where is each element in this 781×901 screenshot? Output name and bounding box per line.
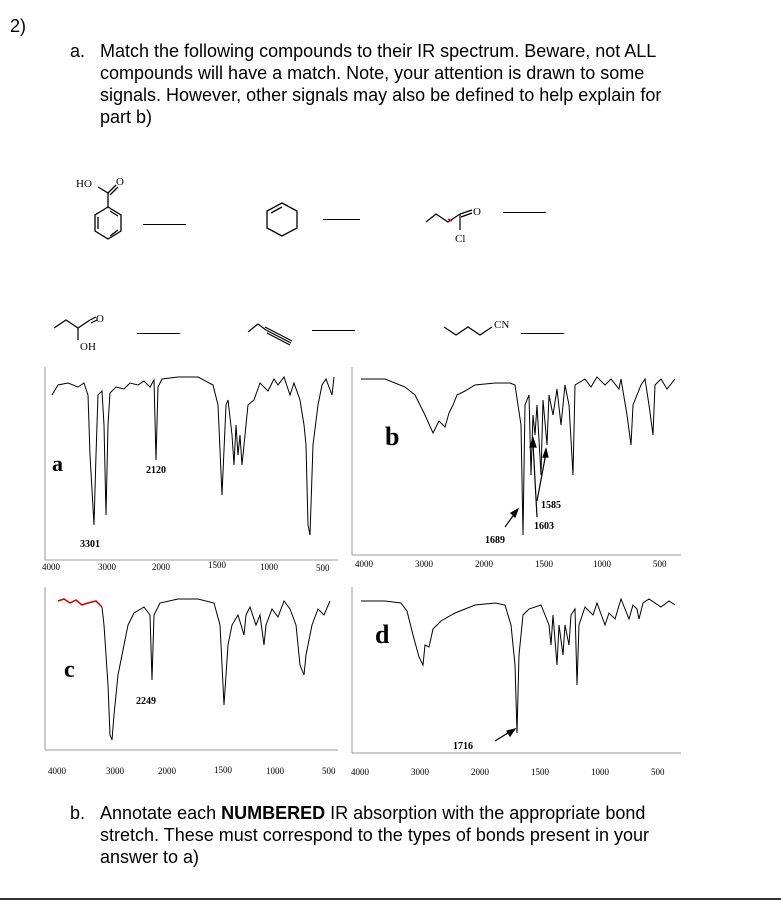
part-b-bold: NUMBERED [221, 803, 326, 823]
propanoic-oh-label: OH [80, 341, 96, 353]
spectrum-b-tick-0: 4000 [355, 559, 373, 569]
spectrum-b-tick-5: 500 [653, 559, 667, 569]
part-a-label: a. [70, 41, 86, 61]
spectrum-b-peak-3: 1689 [485, 535, 505, 546]
spectrum-b-tick-2: 2000 [475, 559, 493, 569]
spectrum-c-peak-1: 2249 [136, 696, 156, 707]
spectrum-b-peak-1: 1585 [541, 500, 561, 511]
ir-spectrum-a [38, 365, 348, 580]
answer-blank-cyclohexene[interactable] [323, 219, 360, 220]
spectrum-c-tick-4: 1000 [266, 766, 284, 776]
part-b-line3: answer to a) [100, 847, 200, 867]
question-number: 2) [10, 16, 27, 36]
benzoic-ho-label: HO [76, 178, 92, 190]
part-b-label: b. [70, 803, 86, 823]
part-a-line2: compounds will have a match. Note, your attention is drawn to some [100, 63, 645, 83]
cyclohexene-structure [262, 200, 302, 240]
part-a-line3: signals. However, other signals may also be defined to help explain for [100, 85, 662, 105]
spectrum-a-tick-0: 4000 [42, 562, 60, 572]
spectrum-d-tick-5: 500 [651, 767, 665, 777]
part-a-line4: part b) [100, 107, 153, 127]
part-b-instructions [70, 802, 740, 868]
nitrile-structure [440, 313, 525, 341]
acid-chloride-structure [422, 200, 492, 255]
spectrum-c-tick-5: 500 [322, 766, 336, 776]
part-b-post: IR absorption with the appropriate bond [330, 803, 646, 823]
spectrum-d-tick-4: 1000 [591, 767, 609, 777]
spectrum-a-tick-3: 1500 [208, 560, 226, 570]
spectrum-c-tick-2: 2000 [158, 766, 176, 776]
spectrum-a-tick-5: 500 [316, 563, 330, 573]
spectrum-b-tick-4: 1000 [593, 559, 611, 569]
spectrum-d-tick-3: 1500 [531, 767, 549, 777]
part-b-line2: stretch. These must correspond to the types of bonds present in your [100, 825, 649, 845]
spectrum-c-label: c [64, 657, 75, 683]
propanoic-acid-structure [52, 310, 122, 358]
spectrum-b-label: b [385, 422, 400, 451]
acid-chloride-o-label: O [473, 206, 481, 218]
ir-spectrum-c [38, 585, 348, 780]
spectrum-a-tick-2: 2000 [152, 562, 170, 572]
spectrum-d-peak-1: 1716 [453, 741, 473, 752]
benzoic-acid-structure [60, 165, 170, 245]
answer-blank-alkyne[interactable] [312, 330, 355, 331]
spectrum-d-tick-2: 2000 [471, 767, 489, 777]
answer-blank-nitrile[interactable] [521, 333, 564, 334]
spectrum-b-tick-1: 3000 [415, 559, 433, 569]
benzoic-o-label: O [116, 176, 124, 188]
ir-spectrum-b [345, 365, 685, 580]
answer-blank-acid-chloride[interactable] [503, 212, 546, 213]
spectrum-a-tick-4: 1000 [260, 562, 278, 572]
spectrum-a-tick-1: 3000 [98, 562, 116, 572]
nitrile-cn-label: CN [494, 319, 510, 331]
spectrum-b-peak-2: 1603 [534, 521, 554, 532]
part-a-instructions [70, 40, 740, 128]
answer-blank-propanoic-acid[interactable] [137, 333, 180, 334]
spectrum-c-tick-3: 1500 [214, 765, 232, 775]
spectrum-b-tick-3: 1500 [535, 559, 553, 569]
page-bottom-rule [0, 898, 781, 900]
propanoic-o-label: O [96, 313, 104, 325]
spectrum-c-tick-0: 4000 [48, 766, 66, 776]
spectrum-d-tick-1: 3000 [411, 767, 429, 777]
spectrum-a-peak-1: 2120 [146, 465, 166, 476]
spectrum-c-tick-1: 3000 [106, 766, 124, 776]
part-b-pre: Annotate each [100, 803, 217, 823]
spectrum-d-tick-0: 4000 [351, 767, 369, 777]
spectrum-a-label: a [52, 451, 63, 476]
spectrum-a-peak-2: 3301 [80, 539, 100, 550]
ir-spectrum-d [345, 585, 685, 780]
answer-blank-benzoic-acid[interactable] [143, 224, 186, 225]
acid-chloride-cl-label: Cl [455, 233, 466, 245]
part-a-line1: Match the following compounds to their IR spectrum. Beware, not ALL [100, 41, 657, 61]
spectrum-d-label: d [375, 620, 390, 649]
alkyne-structure [246, 318, 296, 348]
